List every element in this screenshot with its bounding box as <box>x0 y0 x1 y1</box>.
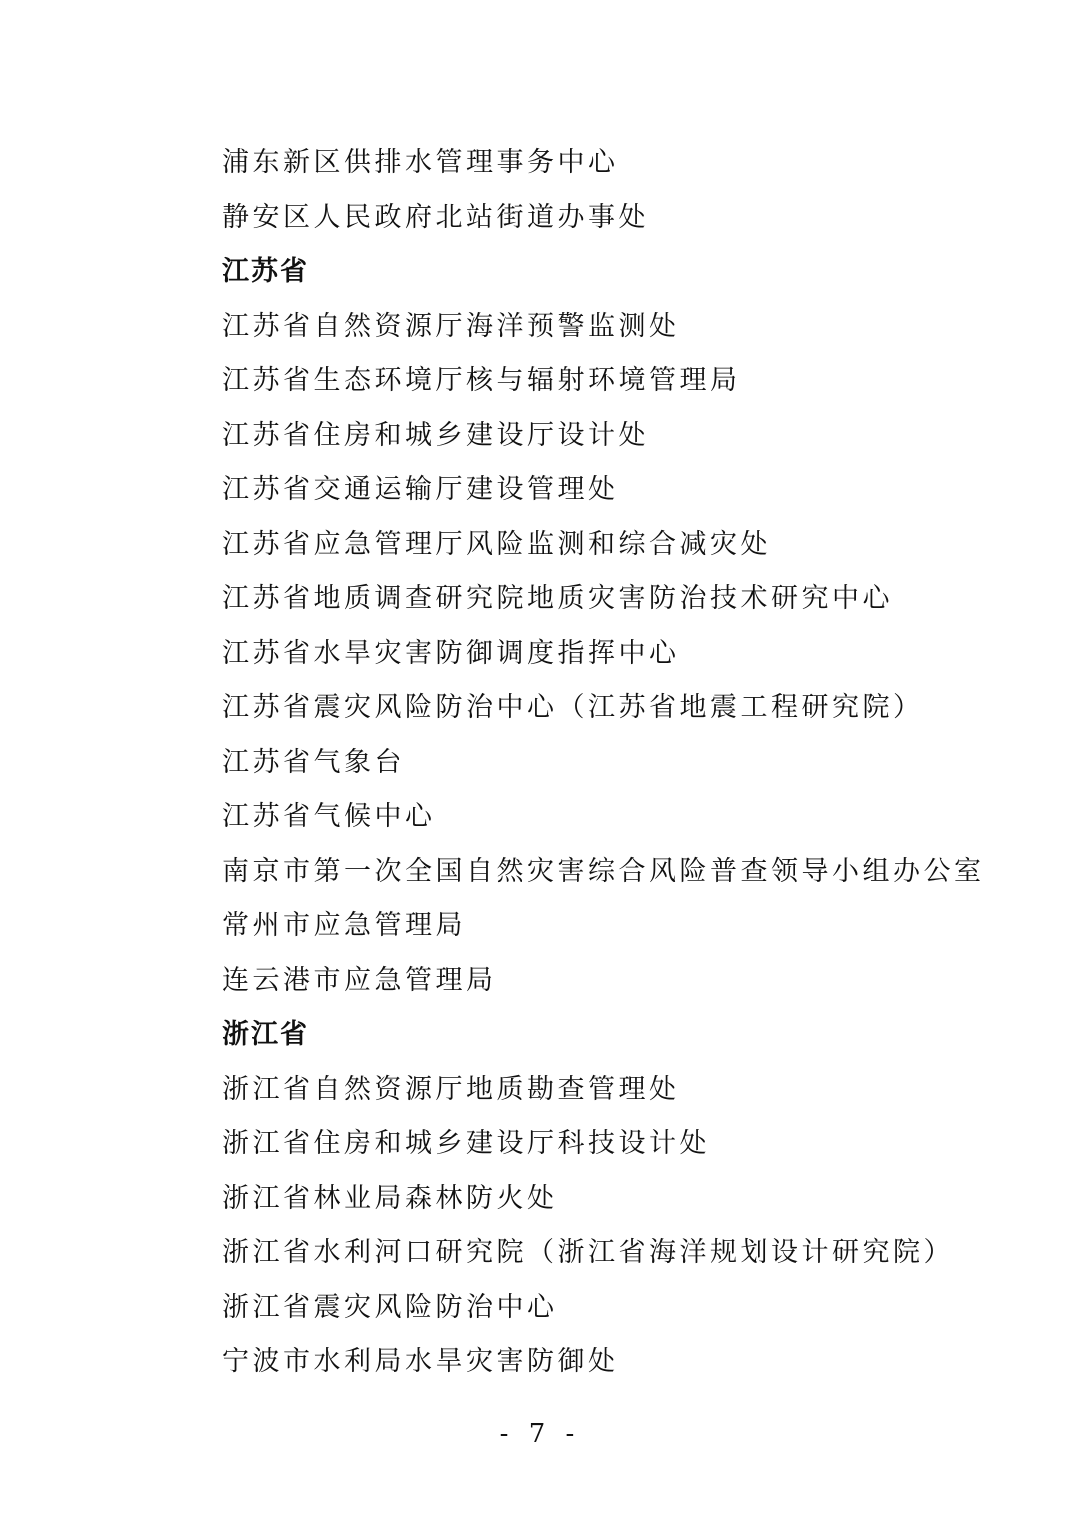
list-item: 江苏省应急管理厅风险监测和综合减灾处 <box>222 528 771 560</box>
list-item: 江苏省气象台 <box>222 746 405 778</box>
list-item: 常州市应急管理局 <box>222 910 466 941</box>
list-item: 江苏省水旱灾害防御调度指挥中心 <box>222 637 680 669</box>
list-item: 浙江省震灾风险防治中心 <box>222 1291 558 1323</box>
list-item: 浦东新区供排水管理事务中心 <box>222 147 619 178</box>
list-item: 江苏省震灾风险防治中心（江苏省地震工程研究院） <box>222 692 924 723</box>
organization-list <box>222 136 1042 1390</box>
page-number: - 7 - <box>499 1419 581 1449</box>
list-item: 静安区人民政府北站街道办事处 <box>222 201 649 233</box>
list-item: 宁波市水利局水旱灾害防御处 <box>222 1346 619 1377</box>
province-heading: 浙江省 <box>222 1019 309 1050</box>
list-item: 江苏省生态环境厅核与辐射环境管理局 <box>222 365 741 396</box>
list-item: 浙江省住房和城乡建设厅科技设计处 <box>222 1128 710 1159</box>
list-item: 浙江省林业局森林防火处 <box>222 1182 558 1214</box>
list-item: 连云港市应急管理局 <box>222 964 497 996</box>
province-heading: 江苏省 <box>222 256 309 287</box>
list-item: 江苏省气候中心 <box>222 801 436 832</box>
list-item: 江苏省地质调查研究院地质灾害防治技术研究中心 <box>222 583 893 614</box>
list-item: 浙江省自然资源厅地质勘查管理处 <box>222 1073 680 1105</box>
list-item: 江苏省住房和城乡建设厅设计处 <box>222 419 649 451</box>
list-item: 江苏省交通运输厅建设管理处 <box>222 474 619 505</box>
list-item: 南京市第一次全国自然灾害综合风险普查领导小组办公室 <box>222 855 985 887</box>
list-item: 浙江省水利河口研究院（浙江省海洋规划设计研究院） <box>222 1237 954 1268</box>
list-item: 江苏省自然资源厅海洋预警监测处 <box>222 310 680 342</box>
